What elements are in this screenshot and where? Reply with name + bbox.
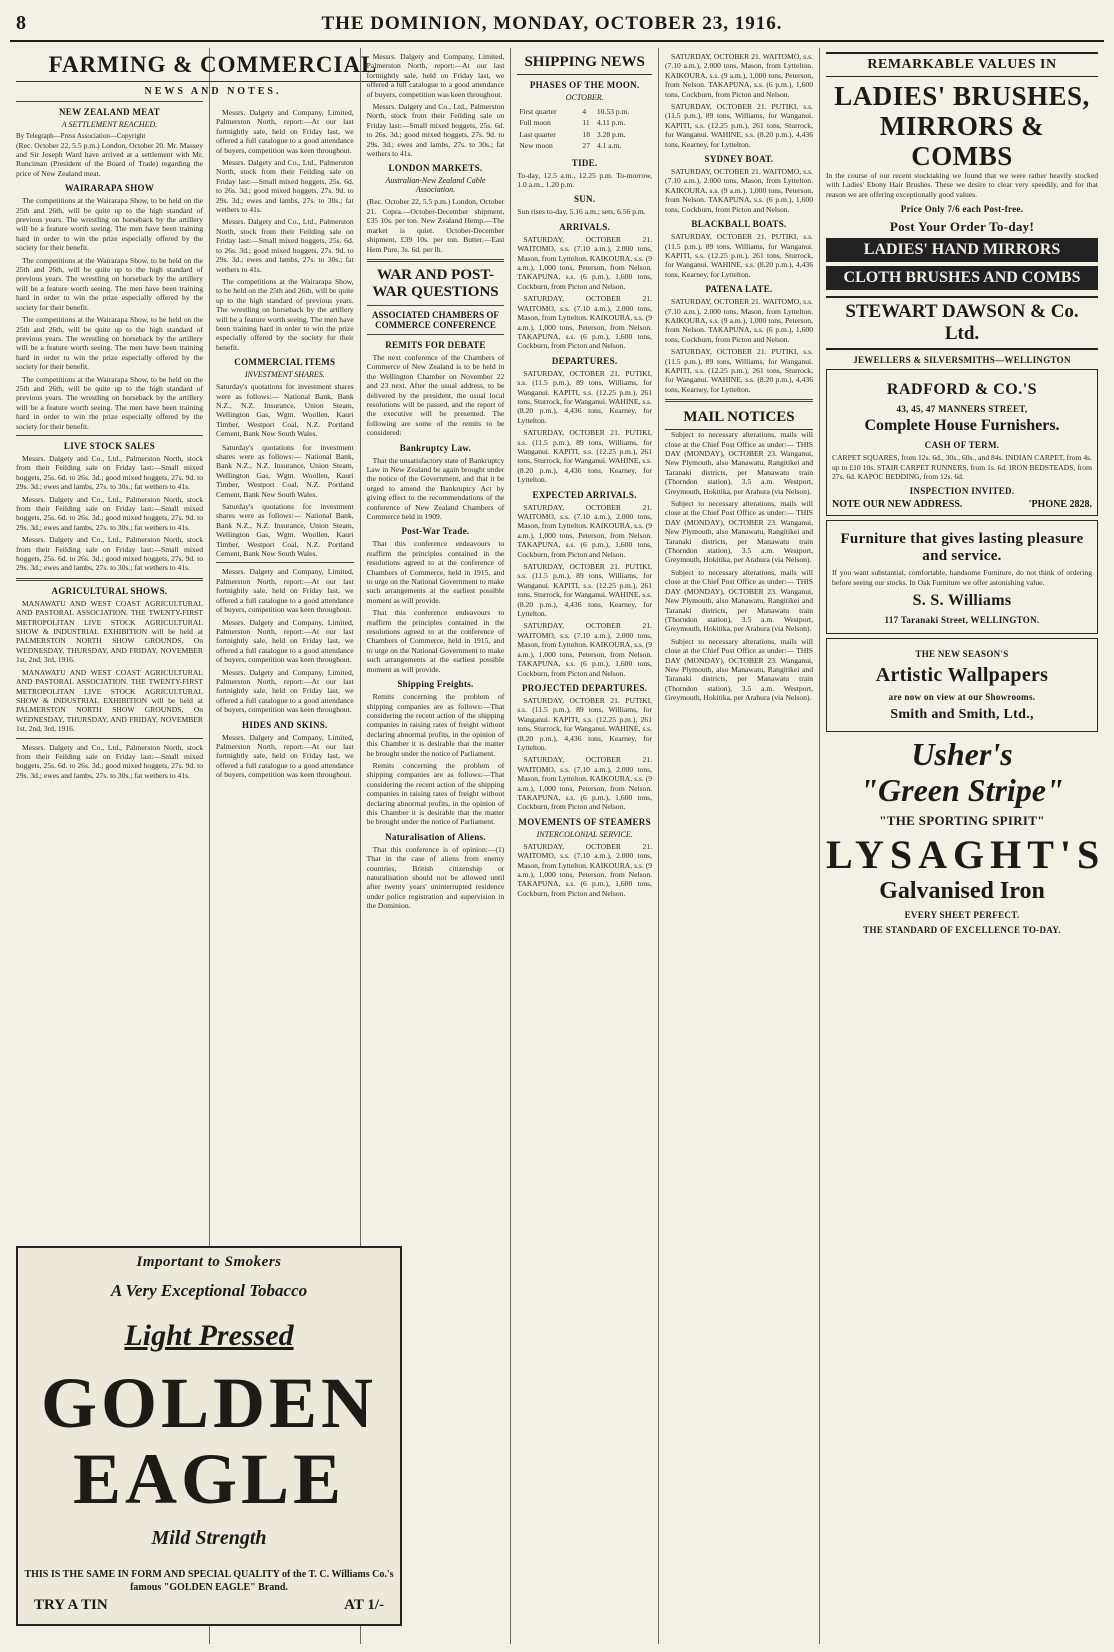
agricultural-heading: AGRICULTURAL SHOWS. [51, 585, 168, 596]
nz-meat-heading: NEW ZEALAND MEAT [59, 107, 160, 117]
tobacco-note: THIS IS THE SAME IN FORM AND SPECIAL QUALITY of the T. C. Williams Co.'s famous "GOLDEN EAGLE" Brand. [24, 1569, 394, 1593]
column-6 [820, 48, 1104, 1644]
furniture-body: If you want substantial, comfortable, handsome Furniture, do not think of ordering before seeing our stocks. In Oak Furniture we offer astonishing value. [832, 568, 1092, 587]
live-stock-body: Messrs. Dalgety and Co., Ltd., Palmerston North, stock from their Feilding sale on Friday last:—Small mixed hoggets, 25s. 6d. to 26s. 3d.; good mixed hoggets, 27s. 9d. to 29s. 3d.; ewes and lambs, 27s. to 30s.; fat wethers to 41s. Messrs. Dalgety and Co., Ltd., Palmerston North, stock from their Feilding sale on Friday last:—Small mixed hoggets, 25s. 6d. to 26s. 3d.; good mixed hoggets, 27s. 9d. to 29s. 3d.; ewes and lambs, 27s. to 30s.; fat wethers to 41s. Messrs. Dalgety and Co., Ltd., Palmerston North, stock from their Feilding sale on Friday last:—Small mixed hoggets, 25s. 6d. to 26s. 3d.; good mixed hoggets, 27s. 9d. to 29s. 3d.; ewes and lambs, 27s. to 30s.; fat wethers to 41s. [16, 453, 203, 573]
remits-heading: REMITS FOR DEBATE [385, 339, 486, 350]
price: AT 1/- [344, 1597, 384, 1613]
bankruptcy-body: That the unsatisfactory state of Bankruptcy Law in New Zealand be again brought under the notice of the Government, and that it be urged to amend the Bankruptcy Act by giving effect to the recommendations of the conference of New Zealand Chambers of Commerce held in 1909. [366, 455, 505, 521]
radford-addr: 43, 45, 47 MANNERS STREET, [896, 404, 1028, 415]
wallpaper-ad [826, 638, 1098, 732]
moon-table [517, 105, 652, 153]
post-war-heading: Post-War Trade. [401, 526, 470, 537]
green-stripe: "Green Stripe" [860, 772, 1064, 809]
ladies-brushes-heading: LADIES' BRUSHES, MIRRORS & COMBS [834, 81, 1090, 171]
wallpapers-sub: are now on view at our Showrooms. [888, 692, 1036, 703]
projected-body: SATURDAY, OCTOBER 21. PUTIKI, s.s. (11.5 p.m.), 89 tons, Williams, for Wanganui. KAPITI, s.s. (12.25 p.m.), 261 tons, Sturrock, for Wanganui. WAHINE, s.s. (8.20 p.m.), 4,436 tons, Kearney, for Lyttelton. SATURDAY, OCTOBER 21. WAITOMO, s.s. (7.10 a.m.), 2.000 tons, Mason, from Lyttelton. KAIKOURA, s.s. (9 a.m.), 1,000 tons, Peterson, from Nelson. TAKAPUNA, s.s. (6 p.m.), 1,600 tons, Cockburn, from Picton and Nelson. [517, 695, 653, 812]
complete-furnishers: Complete House Furnishers. [864, 417, 1060, 435]
radford-body: CARPET SQUARES, from 12s. 6d., 30s., 60s., and 84s. INDIAN CARPET, from 4s. up to £10 10s. STAIR CARPET RUNNERS, from 1s. 6d. IRON BEDSTEADS, from 27s. 6d. KAPOC BEDDING, from 12s. 6d. [832, 453, 1092, 482]
golden-eagle-ad [16, 1246, 402, 1626]
ushers: Usher's [911, 736, 1013, 773]
sydney-heading: SYDNEY BOAT. [704, 154, 774, 165]
inspection: INSPECTION INVITED. [909, 486, 1015, 497]
london-markets-subheading: Australian-New Zealand Cable Association. [385, 176, 486, 195]
london-markets-body: (Rec. October 22, 5.5 p.m.) London, October 21. Copra.—October-December shipment, £35 10s. per ton. New Zealand Hemp.—The market is quiet. October-December shipment, £39 10s. per ton. Butter.—East Hem Pure, 3s. 6d. per lb. [366, 197, 505, 254]
nz-meat-subheading: A SETTLEMENT REACHED. [61, 120, 158, 129]
arrivals-body: SATURDAY, OCTOBER 21. WAITOMO, s.s. (7.10 a.m.), 2.000 tons, Mason, from Lyttelton. KAIKOURA, s.s. (9 a.m.), 1,000 tons, Peterson, from Nelson. TAKAPUNA, s.s. (6 p.m.), 1,600 tons, Cockburn, from Picton and Nelson. SATURDAY, OCTOBER 21. WAITOMO, s.s. (7.10 a.m.), 2.000 tons, Mason, from Lyttelton. KAIKOURA, s.s. (9 a.m.), 1,000 tons, Peterson, from Nelson. TAKAPUNA, s.s. (6 p.m.), 1,600 tons, Cockburn, from Picton and Nelson. [517, 234, 653, 351]
bankruptcy-heading: Bankruptcy Law. [399, 442, 472, 453]
expected-body: SATURDAY, OCTOBER 21. WAITOMO, s.s. (7.10 a.m.), 2.000 tons, Mason, from Lyttelton. KAIKOURA, s.s. (9 a.m.), 1,000 tons, Peterson, from Nelson. TAKAPUNA, s.s. (6 p.m.), 1,600 tons, Cockburn, from Picton and Nelson. SATURDAY, OCTOBER 21. PUTIKI, s.s. (11.5 p.m.), 89 tons, Williams, for Wanganui. KAPITI, s.s. (12.25 p.m.), 261 tons, Sturrock, for Wanganui. WAHINE, s.s. (8.20 p.m.), 4,436 tons, Kearney, for Lyttelton. SATURDAY, OCTOBER 21. WAITOMO, s.s. (7.10 a.m.), 2.000 tons, Mason, from Lyttelton. KAIKOURA, s.s. (9 a.m.), 1,000 tons, Peterson, from Nelson. TAKAPUNA, s.s. (6 p.m.), 1,600 tons, Cockburn, from Picton and Nelson. [517, 502, 653, 678]
masthead [10, 8, 1104, 42]
wairarapa-body: The competitions at the Wairarapa Show, to be held on the 25th and 26th, will be quite up to the high standard of previous years. The wrestling on horseback by the artillery will be a feature worth seeing. The men have been training hard in order to win the prize especially offered by the society for their benefit. The competitions at the Wairarapa Show, to be held on the 25th and 26th, will be quite up to the high standard of previous years. The wrestling on horseback by the artillery will be a feature worth seeing. The men have been training hard in order to win the prize especially offered by the society for their benefit. The competitions at the Wairarapa Show, to be held on the 25th and 26th, will be quite up to the high standard of previous years. The wrestling on horseback by the artillery will be a feature worth seeing. The men have been training hard in order to win the prize especially offered by the society for their benefit. The competitions at the Wairarapa Show, to be held on the 25th and 26th, will be quite up to the high standard of previous years. The wrestling on horseback by the artillery will be a feature worth seeing. The men have been training hard in order to win the prize especially offered by the society for their benefit. [16, 196, 203, 431]
mail-heading: MAIL NOTICES [665, 407, 813, 430]
sun-body: Sun rises to-day, 5.16 a.m.; sets, 6.56 p.m. [517, 207, 646, 217]
wallpapers-pre: THE NEW SEASON'S [915, 649, 1009, 660]
furniture-ad [826, 520, 1098, 634]
war-subheading: ASSOCIATED CHAMBERS OF COMMERCE CONFERENCE [372, 309, 499, 330]
movements-sub: INTERCOLONIAL SERVICE. [536, 829, 633, 839]
new-address: NOTE OUR NEW ADDRESS. [832, 499, 963, 511]
column-4 [511, 48, 659, 1644]
standard: THE STANDARD OF EXCELLENCE TO-DAY. [863, 925, 1061, 936]
every-sheet: EVERY SHEET PERFECT. [904, 910, 1020, 921]
news-notes-heading: NEWS AND NOTES. [144, 86, 282, 97]
farming-heading: FARMING & COMMERCIAL [16, 52, 410, 82]
agricultural-body: MANAWATU AND WEST COAST AGRICULTURAL AND PASTORAL ASSOCIATION. THE TWENTY-FIRST METROPOLITAN LIVE STOCK AGRICULTURAL SHOW & INDUSTRIAL EXHIBITION will be held at PALMERSTON NORTH SHOW GROUNDS, On WEDNESDAY, THURSDAY, AND FRIDAY, NOVEMBER 1st, 2nd, 3rd, 1916. MANAWATU AND WEST COAST AGRICULTURAL AND PASTORAL ASSOCIATION. THE TWENTY-FIRST METROPOLITAN LIVE STOCK AGRICULTURAL SHOW & INDUSTRIAL EXHIBITION will be held at PALMERSTON NORTH SHOW GROUNDS, On WEDNESDAY, THURSDAY, AND FRIDAY, NOVEMBER 1st, 2nd, 3rd, 1916. [16, 598, 203, 734]
departures-body: SATURDAY, OCTOBER 21. PUTIKI, s.s. (11.5 p.m.), 89 tons, Williams, for Wanganui. KAPITI, s.s. (12.25 p.m.), 261 tons, Sturrock, for Wanganui. WAHINE, s.s. (8.20 p.m.), 4,436 tons, Kearney, for Lyttelton. SATURDAY, OCTOBER 21. PUTIKI, s.s. (11.5 p.m.), 89 tons, Williams, for Wanganui. KAPITI, s.s. (12.25 p.m.), 261 tons, Sturrock, for Wanganui. WAHINE, s.s. (8.20 p.m.), 4,436 tons, Kearney, for Lyttelton. [517, 368, 653, 485]
sporting-spirit: "THE SPORTING SPIRIT" [879, 813, 1045, 829]
post-order: Post Your Order To-day! [889, 219, 1035, 235]
mail-body: Subject to necessary alterations, mails will close at the Chief Post Office as under:— THIS DAY (MONDAY), OCTOBER 23. Wanganui, New Plymouth, also Manawatu, Rangitikei and Taranaki districts, per Manawatu train (Thorndon station), 3.5 a.m. Westport, Greymouth, Hokitika, per Arahura (via Nelson). Subject to necessary alterations, mails will close at the Chief Post Office as under:— THIS DAY (MONDAY), OCTOBER 23. Wanganui, New Plymouth, also Manawatu, Rangitikei and Taranaki districts, per Manawatu train (Thorndon station), 3.5 a.m. Westport, Greymouth, Hokitika, per Arahura (via Nelson). Subject to necessary alterations, mails will close at the Chief Post Office as under:— THIS DAY (MONDAY), OCTOBER 23. Wanganui, New Plymouth, also Manawatu, Rangitikei and Taranaki districts, per Manawatu train (Thorndon station), 3.5 a.m. Westport, Greymouth, Hokitika, per Arahura (via Nelson). Subject to necessary alterations, mails will close at the Chief Post Office as under:— THIS DAY (MONDAY), OCTOBER 23. Wanganui, New Plymouth, also Manawatu, Rangitikei and Taranaki districts, per Manawatu train (Thorndon station), 3.5 a.m. Westport, Greymouth, Hokitika, per Arahura (via Nelson). [665, 430, 813, 703]
ladies-body: In the course of our recent stocktaking we found that we were rather heavily stocked with Ladies' Ebony Hair Brushes. These we desire to clear very speedily, and for that reason we are offering exceptionally good values. [826, 171, 1098, 199]
col5-prelude: SATURDAY, OCTOBER 21. WAITOMO, s.s. (7.10 a.m.), 2.000 tons, Mason, from Lyttelton. KAIKOURA, s.s. (9 a.m.), 1,000 tons, Peterson, from Nelson. TAKAPUNA, s.s. (6 p.m.), 1,600 tons, Cockburn, from Picton and Nelson. SATURDAY, OCTOBER 21. PUTIKI, s.s. (11.5 p.m.), 89 tons, Williams, for Wanganui. KAPITI, s.s. (12.25 p.m.), 261 tons, Sturrock, for Wanganui. WAHINE, s.s. (8.20 p.m.), 4,436 tons, Kearney, for Lyttelton. [665, 52, 813, 149]
expected-heading: EXPECTED ARRIVALS. [532, 489, 637, 500]
london-markets-heading: LONDON MARKETS. [388, 163, 483, 174]
war-body: The next conference of the Chambers of Commerce of New Zealand is to be held in the Wellington Chamber on November 22 and 23 next. After the usual address, to be delivered by the president, the usual local resolutions will be passed, and the report of the executive will be presented. The following are some of the remits to be considered: [366, 352, 505, 438]
golden-eagle: GOLDEN EAGLE [40, 1363, 378, 1519]
table-row: Full moon 11 4.11 p.m. [519, 118, 626, 128]
price-line: Price Only 7/6 each Post-free. [900, 204, 1024, 215]
markets-prelude: Messrs. Dalgety and Company, Limited, Palmerston North, report:—At our last fortnightly sale, held on Friday last, we offered a full catalogue to a good attendance of buyers, competition was keen throughout. Messrs. Dalgety and Co., Ltd., Palmerston North, stock from their Feilding sale on Friday last:—Small mixed hoggets, 25s. 6d. to 26s. 3d.; good mixed hoggets, 27s. 9d. to 29s. 3d.; ewes and lambs, 27s. to 30s.; fat wethers to 41s. [366, 52, 505, 159]
moon-heading: PHASES OF THE MOON. [529, 80, 640, 90]
blackball-body: SATURDAY, OCTOBER 21. PUTIKI, s.s. (11.5 p.m.), 89 tons, Williams, for Wanganui. KAPITI, s.s. (12.25 p.m.), 261 tons, Sturrock, for Wanganui. WAHINE, s.s. (8.20 p.m.), 4,436 tons, Kearney, for Lyttelton. [665, 232, 813, 279]
nz-meat-dateline: By Telegraph—Press Association—Copyright [16, 132, 146, 140]
williams-addr: 117 Taranaki Street, WELLINGTON. [884, 615, 1040, 626]
galvanised: Galvanised Iron [879, 878, 1045, 905]
table-row: First quarter 4 10.53 p.m. [519, 107, 630, 116]
page-number: 8 [16, 12, 26, 34]
movements-body: SATURDAY, OCTOBER 21. WAITOMO, s.s. (7.10 a.m.), 2.000 tons, Mason, from Lyttelton. KAIKOURA, s.s. (9 a.m.), 1,000 tons, Peterson, from Nelson. TAKAPUNA, s.s. (6 p.m.), 1,600 tons, Cockburn, from Picton and Nelson. [517, 841, 653, 898]
arrivals-heading: ARRIVALS. [559, 221, 611, 232]
nz-meat-body: (Rec. October 22, 5.5 p.m.) London, October 20. Mr. Massey and Sir Joseph Ward have arrived at a settlement with Mr. Runciman (President of the Board of Trade) regarding the price of New Zealand meat. [16, 140, 203, 178]
sun-heading: SUN. [573, 194, 596, 205]
wallpapers: Artistic Wallpapers [875, 664, 1049, 687]
radford-name: RADFORD & CO.'S [886, 381, 1038, 399]
wairarapa-heading: WAIRARAPA SHOW [64, 183, 155, 194]
tide-heading: TIDE. [571, 157, 598, 168]
table-row: Last quarter 18 3.28 p.m. [519, 129, 626, 139]
furniture-heading: Furniture that gives lasting pleasure and service. [840, 531, 1084, 565]
departures-heading: DEPARTURES. [551, 355, 618, 366]
shipping-heading: SHIPPING NEWS [517, 52, 652, 75]
moon-month: OCTOBER. [565, 93, 604, 102]
post-war-body: That this conference endeavours to reaffirm the principles contained in the resolutions agreed to at the conference of Chambers of Commerce, held in 1915, and to urge on the National Government to make such arrangements at the earliest possible moment as will provide. That this conference endeavours to reaffirm the principles contained in the resolutions agreed to at the conference of Chambers of Commerce, held in 1915, and to urge on the National Government to make such arrangements at the earliest possible moment as will provide. [366, 539, 505, 674]
cash-term: CASH OF TERM. [924, 440, 1000, 451]
naturalisation-body: That this conference is of opinion:—(1) That in the case of aliens from enemy countries, British citizenship or naturalisation should not be allowed until after twenty years' uninterrupted residence under police registration and supervision in the Dominion. [366, 844, 505, 911]
sydney-body: SATURDAY, OCTOBER 21. WAITOMO, s.s. (7.10 a.m.), 2.000 tons, Mason, from Lyttelton. KAIKOURA, s.s. (9 a.m.), 1,000 tons, Peterson, from Nelson. TAKAPUNA, s.s. (6 p.m.), 1,600 tons, Cockburn, from Picton and Nelson. [665, 167, 813, 214]
phone: 'PHONE 2828. [1028, 499, 1092, 511]
blackball-heading: BLACKBALL BOATS. [691, 219, 787, 230]
patena-body: SATURDAY, OCTOBER 21. WAITOMO, s.s. (7.10 a.m.), 2.000 tons, Mason, from Lyttelton. KAIKOURA, s.s. (9 a.m.), 1,000 tons, Peterson, from Nelson. TAKAPUNA, s.s. (6 p.m.), 1,600 tons, Cockburn, from Picton and Nelson. SATURDAY, OCTOBER 21. PUTIKI, s.s. (11.5 p.m.), 89 tons, Williams, for Wanganui. KAPITI, s.s. (12.25 p.m.), 261 tons, Sturrock, for Wanganui. WAHINE, s.s. (8.20 p.m.), 4,436 tons, Kearney, for Lyttelton. [665, 297, 813, 394]
shipping-freights-body: Remits concerning the problem of shipping companies are as follows:—That considering the recent action of the shipping companies in raising rates of freight without declaring abnormal profits, in the opinion of this Chamber it is desirable that the matter be brought under the notice of Parliament. Remits concerning the problem of shipping companies are as follows:—That considering the recent action of the shipping companies in raising rates of freight without declaring abnormal profits, in the opinion of this Chamber it is desirable that the matter be brought under the notice of Parliament. [366, 692, 505, 827]
hand-mirrors-banner: LADIES' HAND MIRRORS [826, 238, 1098, 262]
light-pressed: Light Pressed [124, 1319, 294, 1352]
williams: S. S. Williams [912, 592, 1012, 610]
mild-strength: Mild Strength [151, 1527, 267, 1549]
stewart-dawson: STEWART DAWSON & Co. Ltd. [826, 296, 1098, 350]
table-row: New moon 27 4.1 a.m. [519, 141, 622, 151]
investment-table-placeholder: Saturday's quotations for investment shares were as follows:— National Bank, Bank N.Z., N.Z. Insurance, Union Steam, Wellington Gas, Wgtn. Woollen, Kauri Timber, Westport Coal, N.Z. Portland Cement, Bank New South Wales. Saturday's quotations for investment shares were as follows:— National Bank, Bank N.Z., N.Z. Insurance, Union Steam, Wellington Gas, Wgtn. Woollen, Kauri Timber, Westport Coal, N.Z. Portland Cement, Bank New South Wales. [216, 442, 354, 559]
farming-continued: Messrs. Dalgety and Company, Limited, Palmerston North, report:—At our last fortnightly sale, held on Friday last, we offered a full catalogue to a good attendance of buyers, competition was keen throughout. Messrs. Dalgety and Co., Ltd., Palmerston North, stock from their Feilding sale on Friday last:—Small mixed hoggets, 25s. 6d. to 26s. 3d.; good mixed hoggets, 27s. 9d. to 29s. 3d.; ewes and lambs, 27s. to 30s.; fat wethers to 41s. Messrs. Dalgety and Co., Ltd., Palmerston North, stock from their Feilding sale on Friday last:—Small mixed hoggets, 25s. 6d. to 26s. 3d.; good mixed hoggets, 27s. 9d. to 29s. 3d.; ewes and lambs, 27s. to 30s.; fat wethers to 41s. The competitions at the Wairarapa Show, to be held on the 25th and 26th, will be quite up to the high standard of previous years. The wrestling on horseback by the artillery will be a feature worth seeing. The men have been training hard in order to win the prize especially offered by the society for their benefit. [216, 108, 354, 352]
newspaper-title: THE DOMINION, MONDAY, OCTOBER 23, 1916. [321, 13, 783, 34]
lysaght: LYSAGHT'S [826, 832, 1106, 878]
dairy-ad-body: Messrs. Dalgety and Co., Ltd., Palmerston North, stock from their Feilding sale on Friday last:—Small mixed hoggets, 25s. 6d. to 26s. 3d.; good mixed hoggets, 27s. 9d. to 29s. 3d.; ewes and lambs, 27s. to 30s.; fat wethers to 41s. [16, 742, 203, 780]
commercial-items-heading: COMMERCIAL ITEMS [234, 357, 336, 368]
radford-ad [826, 369, 1098, 516]
investment-shares-body: Saturday's quotations for investment shares were as follows:— National Bank, Bank N.Z., N.Z. Insurance, Union Steam, Wellington Gas, Wgtn. Woollen, Kauri Timber, Westport Coal, N.Z. Portland Cement, Bank New South Wales. [216, 382, 354, 439]
projected-heading: PROJECTED DEPARTURES. [522, 682, 648, 693]
hides-body: Messrs. Dalgety and Company, Limited, Palmerston North, report:—At our last fortnightly sale, held on Friday last, we offered a full catalogue to a good attendance of buyers, competition was keen throughout. [216, 732, 354, 780]
investment-shares-heading: INVESTMENT SHARES. [244, 370, 325, 380]
hides-heading: HIDES AND SKINS. [242, 719, 328, 730]
smith: Smith and Smith, Ltd., [890, 707, 1034, 723]
try-a-tin: TRY A TIN [34, 1597, 108, 1613]
exceptional-tobacco: A Very Exceptional Tobacco [110, 1281, 308, 1300]
stewart-sub: JEWELLERS & SILVERSMITHS—WELLINGTON [853, 355, 1071, 366]
naturalisation-heading: Naturalisation of Aliens. [385, 831, 486, 842]
smokers-heading: Important to Smokers [136, 1254, 282, 1270]
tide-body: To-day, 12.5 a.m., 12.25 p.m. To-morrow, 1.0 a.m., 1.20 p.m. [517, 170, 653, 190]
remarkable-values: REMARKABLE VALUES IN [826, 52, 1098, 77]
live-stock-heading: LIVE STOCK SALES [63, 440, 156, 451]
cloth-brushes-banner: CLOTH BRUSHES AND COMBS [826, 266, 1098, 290]
patena-heading: PATENA LATE. [705, 284, 773, 295]
shipping-freights-heading: Shipping Freights. [397, 679, 474, 690]
shareland-report: Messrs. Dalgety and Company, Limited, Palmerston North, report:—At our last fortnightly sale, held on Friday last, we offered a full catalogue to a good attendance of buyers, competition was keen throughout. Messrs. Dalgety and Company, Limited, Palmerston North, report:—At our last fortnightly sale, held on Friday last, we offered a full catalogue to a good attendance of buyers, competition was keen throughout. Messrs. Dalgety and Company, Limited, Palmerston North, report:—At our last fortnightly sale, held on Friday last, we offered a full catalogue to a good attendance of buyers, competition was keen throughout. [216, 567, 354, 715]
newspaper-page [10, 8, 1104, 1644]
war-heading: WAR AND POST-WAR QUESTIONS [372, 266, 499, 300]
column-5 [659, 48, 820, 1644]
movements-heading: MOVEMENTS OF STEAMERS [518, 816, 651, 827]
